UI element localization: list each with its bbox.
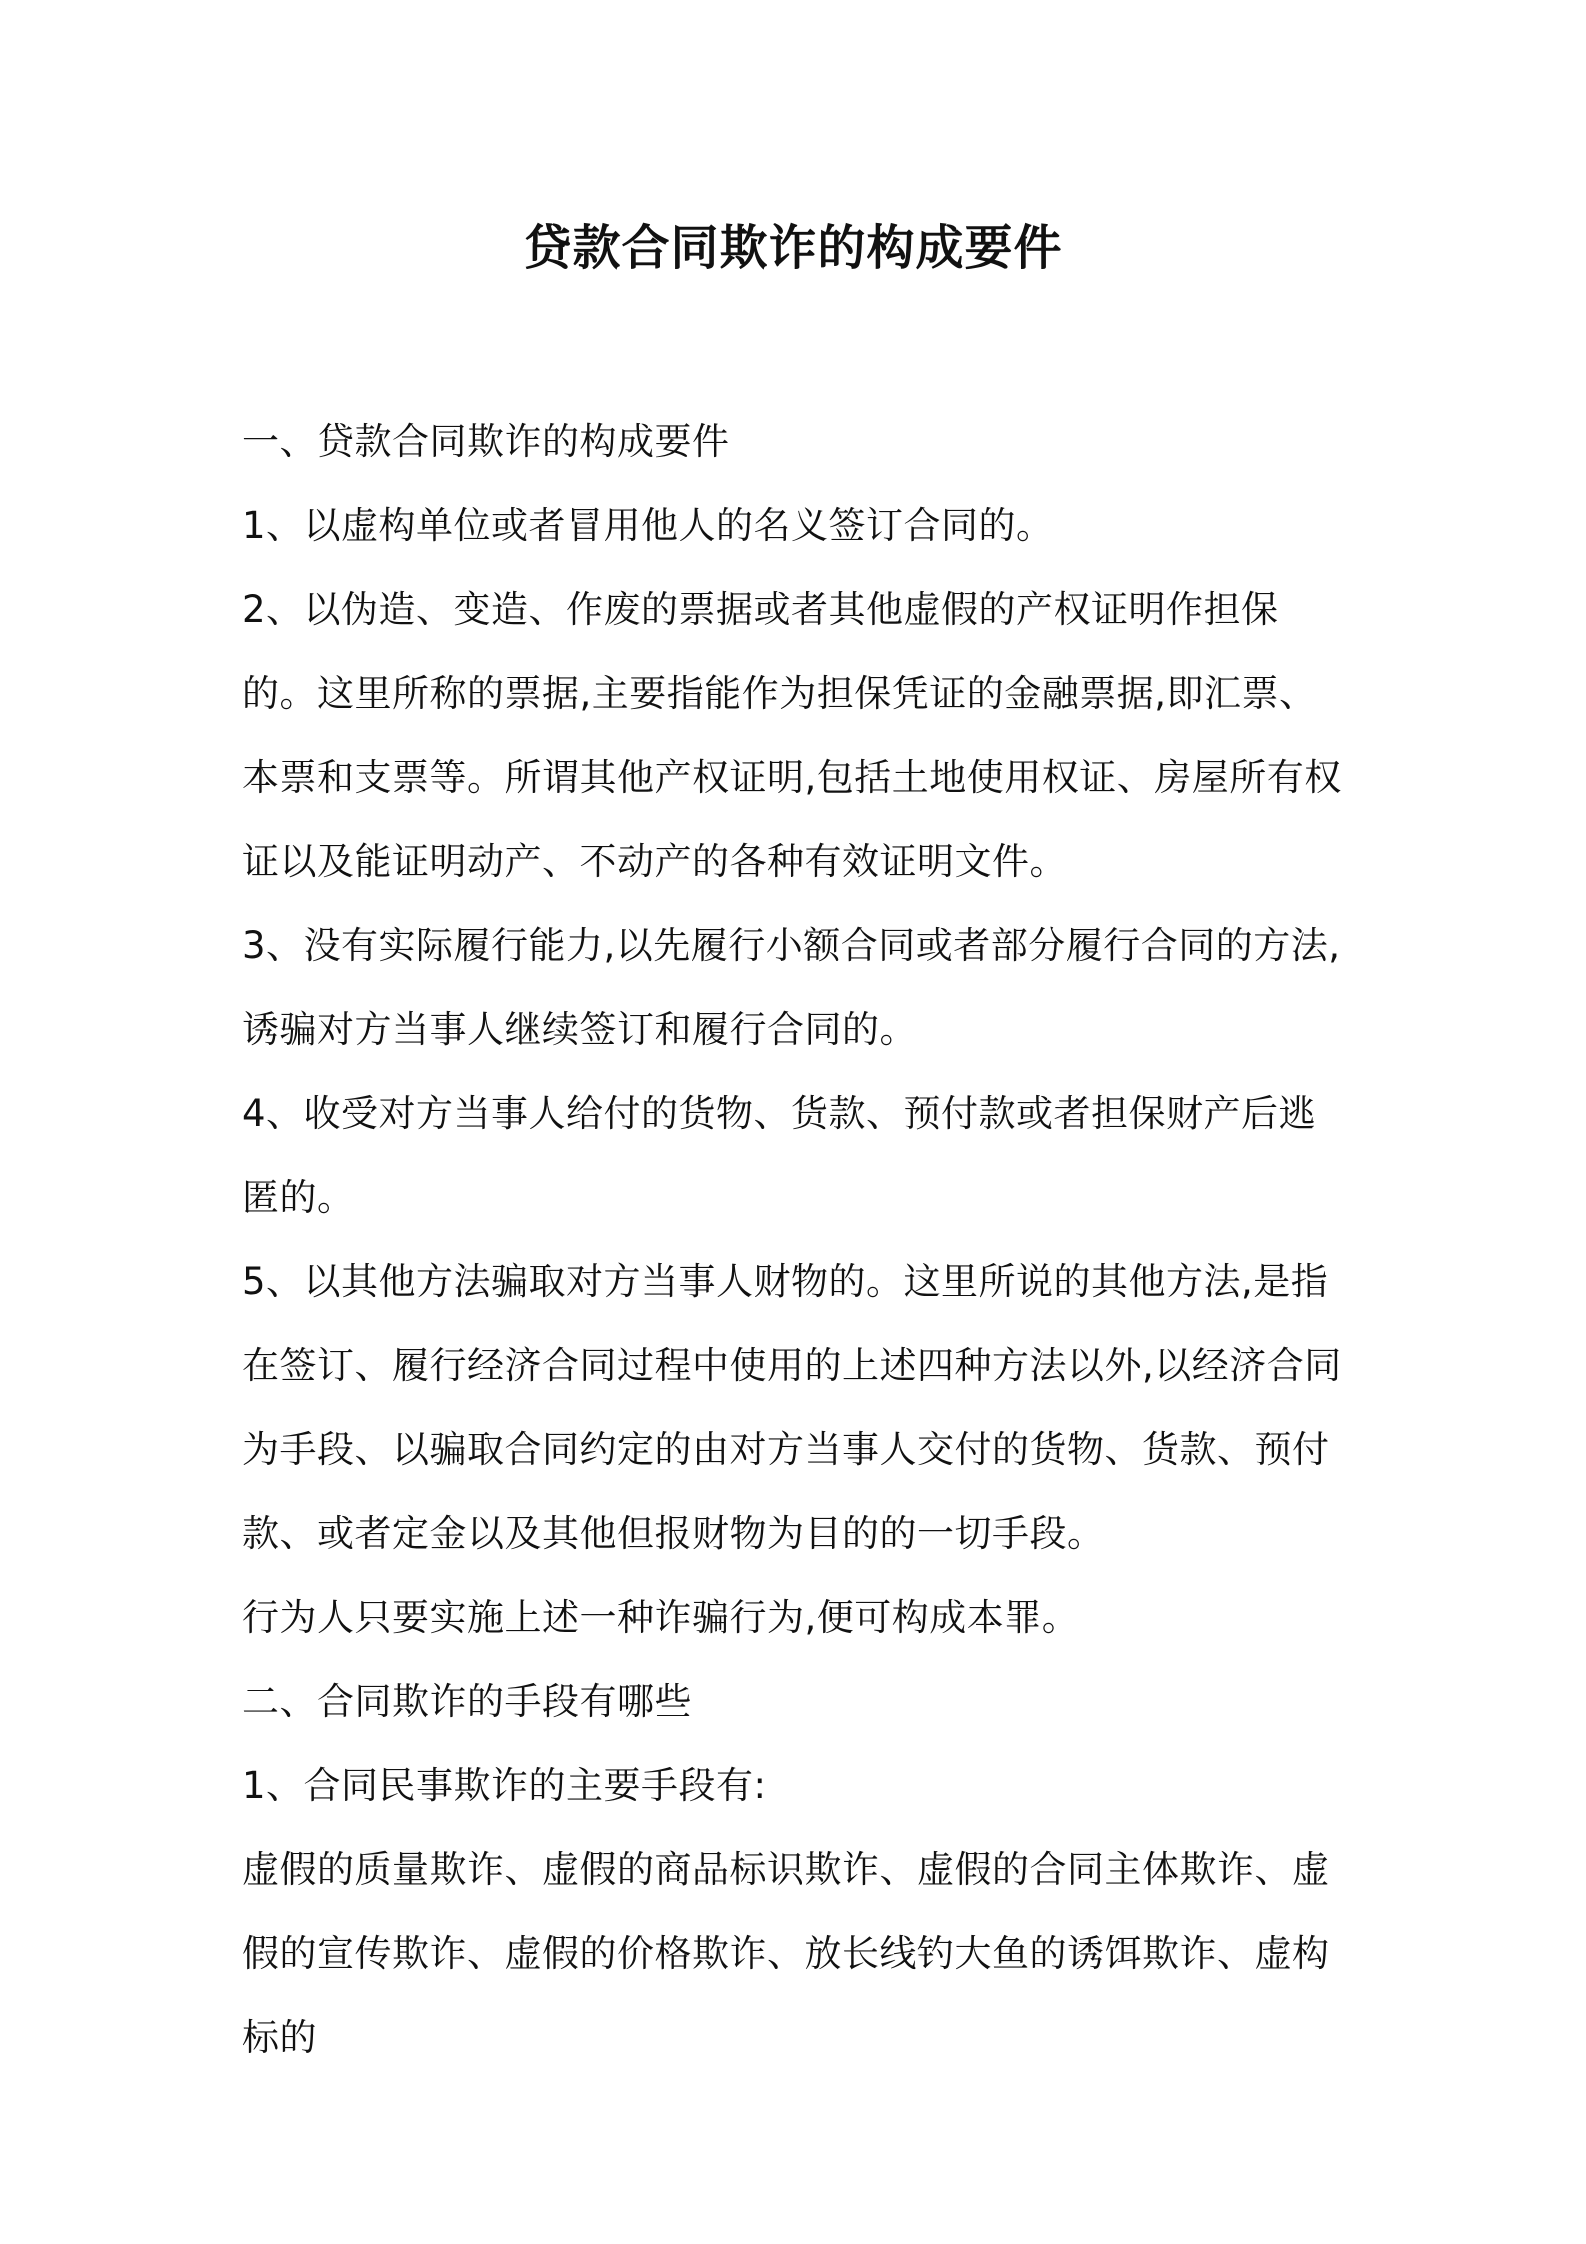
document-body: [242, 400, 1352, 2080]
paragraph-fraud-list: 虚假的质量欺诈、虚假的商品标识欺诈、虚假的合同主体欺诈、虚假的宣传欺诈、虚假的价格欺诈、放长线钓大鱼的诱饵欺诈、虚构标的: [242, 1848, 1330, 2059]
paragraph-item-3: 3、没有实际履行能力,以先履行小额合同或者部分履行合同的方法,诱骗对方当事人继续签订和履行合同的。: [242, 924, 1341, 1051]
paragraph-item-5: 5、以其他方法骗取对方当事人财物的。这里所说的其他方法,是指在签订、履行经济合同过程中使用的上述四种方法以外,以经济合同为手段、以骗取合同约定的由对方当事人交付的货物、货款、预付款、或者定金以及其他但报财物为目的的一切手段。: [242, 1260, 1342, 1555]
paragraph-item-4: 4、收受对方当事人给付的货物、货款、预付款或者担保财产后逃匿的。: [242, 1092, 1317, 1219]
paragraph-item-2: 2、以伪造、变造、作废的票据或者其他虚假的产权证明作担保的。这里所称的票据,主要指能作为担保凭证的金融票据,即汇票、本票和支票等。所谓其他产权证明,包括土地使用权证、房屋所有权证以及能证明动产、不动产的各种有效证明文件。: [242, 588, 1342, 883]
paragraph-conclusion: 行为人只要实施上述一种诈骗行为,便可构成本罪。: [242, 1596, 1080, 1639]
section-heading-1: 一、贷款合同欺诈的构成要件: [242, 420, 730, 463]
paragraph-item-1: 1、以虚构单位或者冒用他人的名义签订合同的。: [242, 504, 1054, 547]
paragraph-subheading-1: 1、合同民事欺诈的主要手段有:: [242, 1764, 767, 1807]
section-heading-2: 二、合同欺诈的手段有哪些: [242, 1680, 692, 1723]
document-title: 贷款合同欺诈的构成要件: [523, 220, 1063, 276]
